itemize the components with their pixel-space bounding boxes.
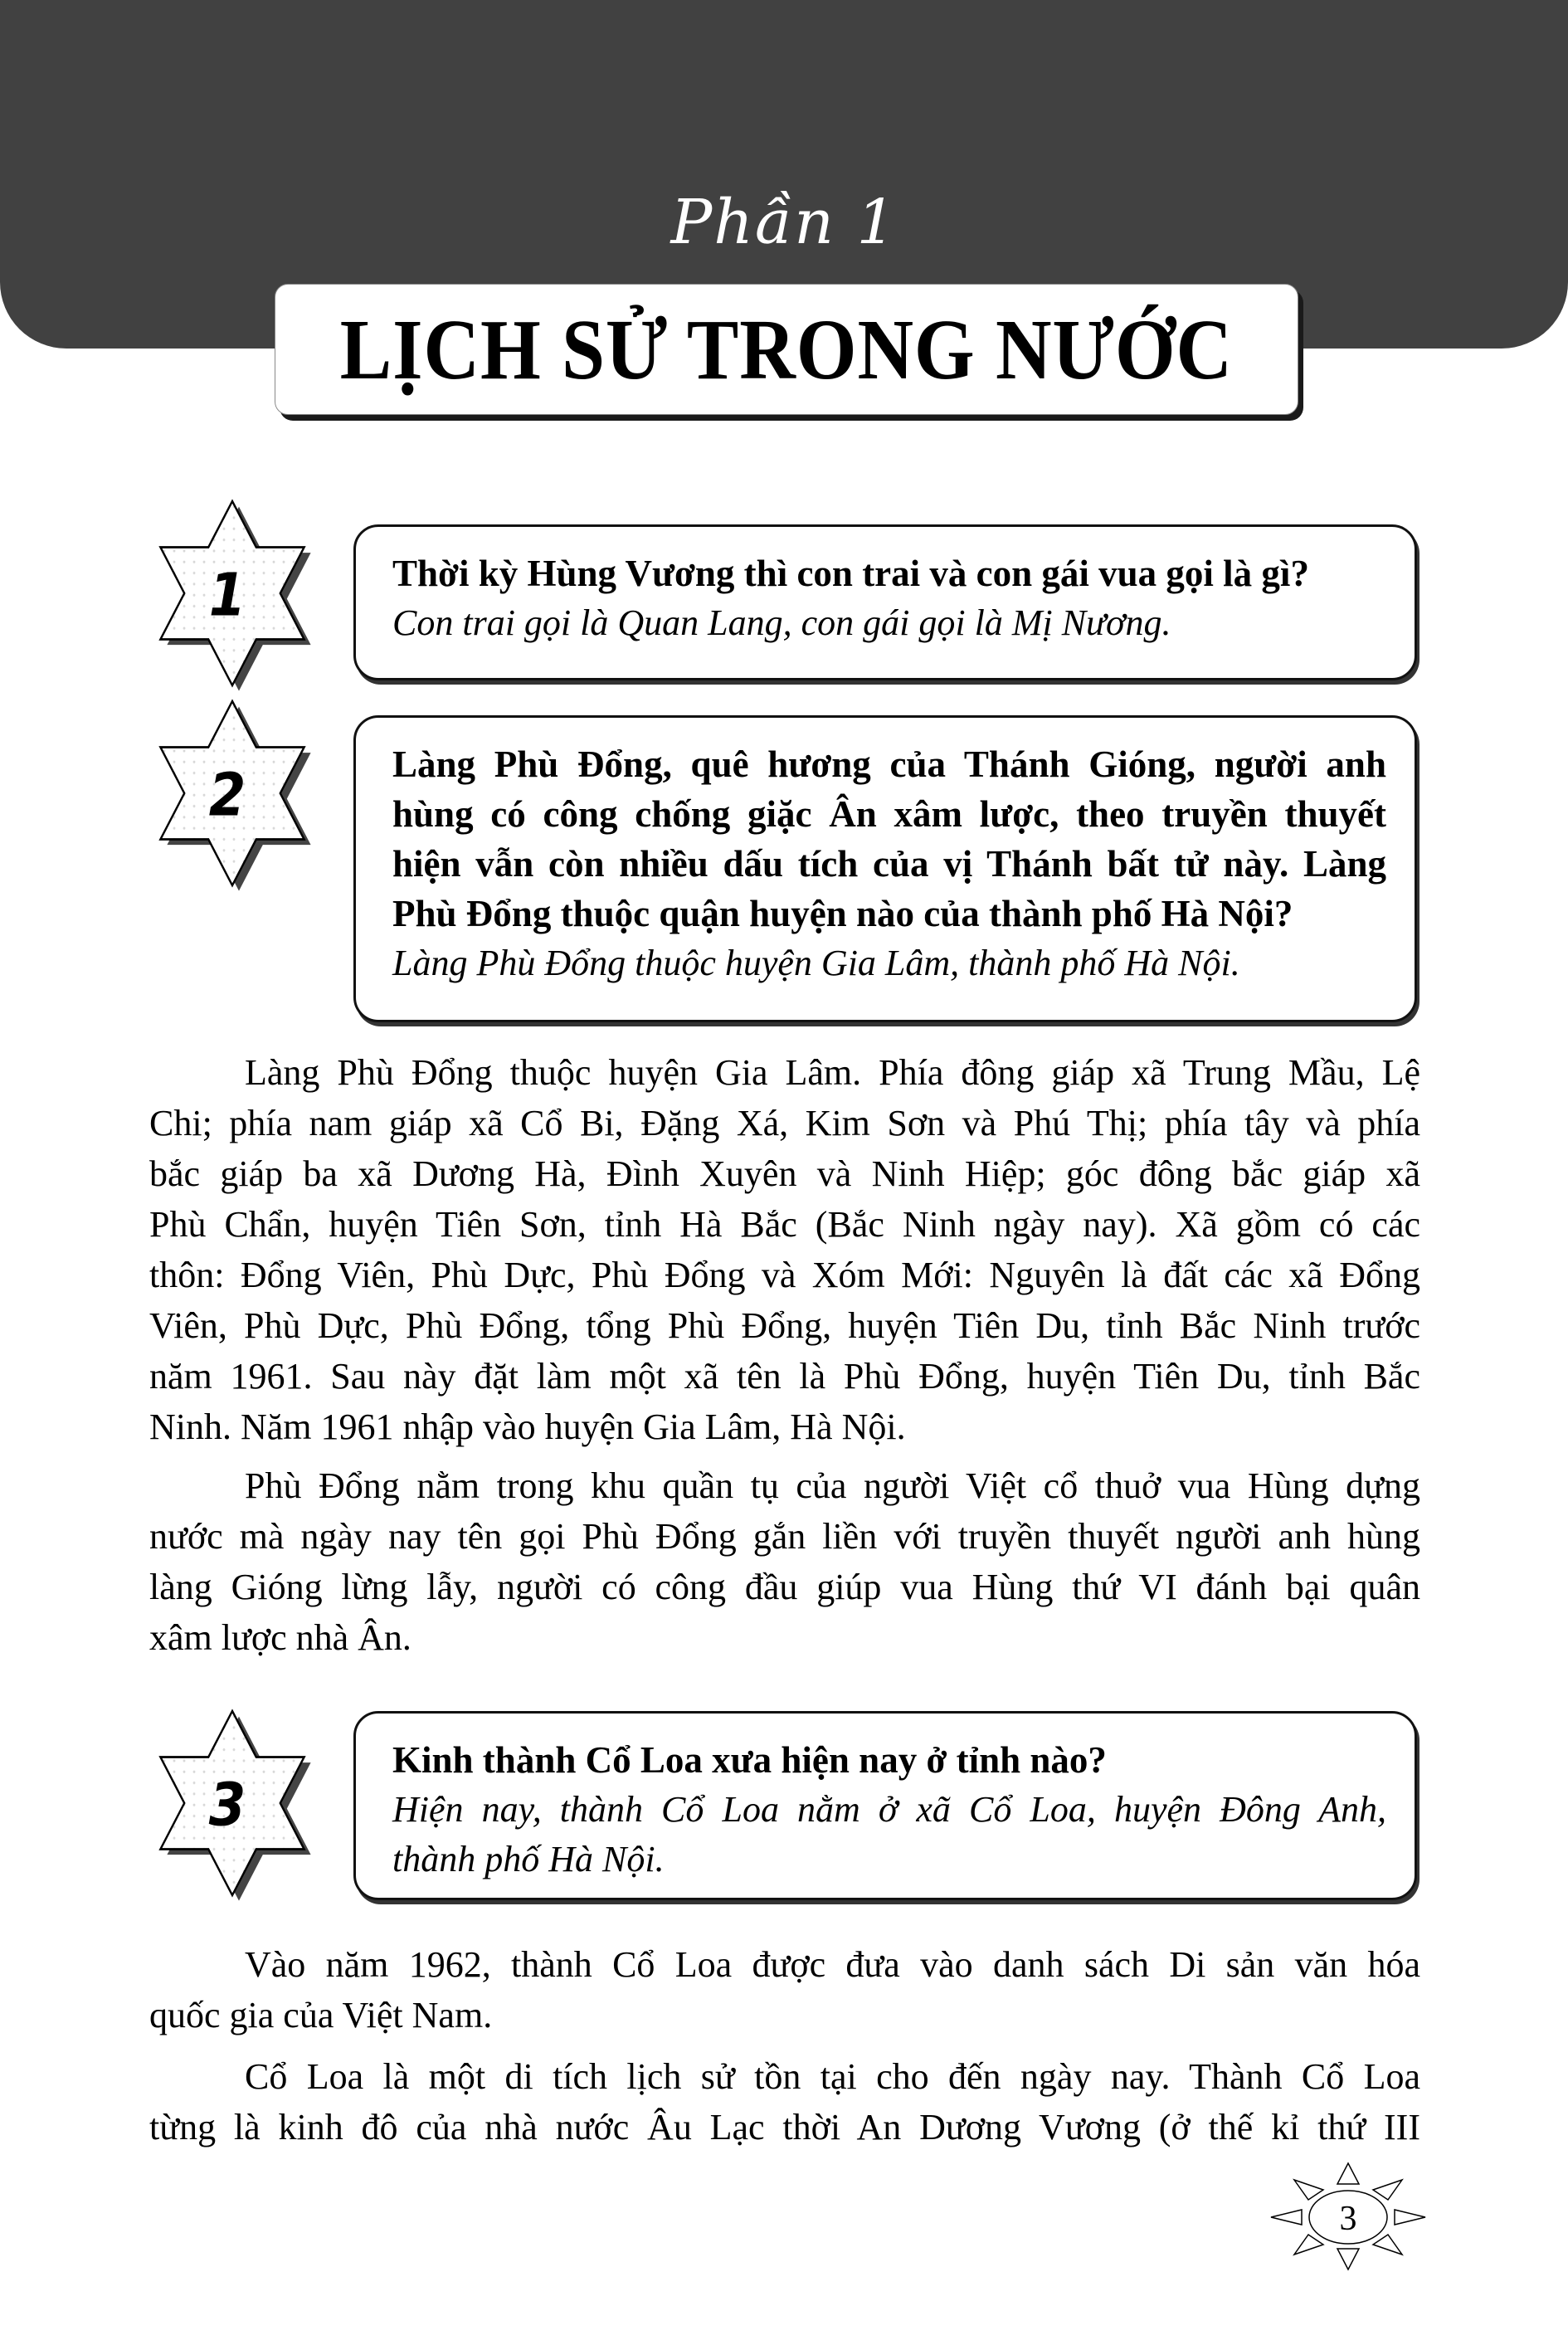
paragraph-line: Làng Phù Đổng thuộc huyện Gia Lâm. Phía đông giáp xã Trung Mầu, Lệ bbox=[245, 1052, 1420, 1093]
body-paragraph bbox=[149, 2051, 1420, 2152]
paragraph-line: từng là kinh đô của nhà nước Âu Lạc thời An Dương Vương (ở thế kỉ thứ III bbox=[149, 2107, 1420, 2147]
paragraph-line: Phù Đổng nằm trong khu quần tụ của người Việt cổ thuở vua Hùng dựng bbox=[245, 1465, 1420, 1506]
chapter-title: LỊCH SỬ TRONG NƯỚC bbox=[339, 301, 1234, 397]
paragraph-line: bắc giáp ba xã Dương Hà, Đình Xuyên và Ninh Hiệp; góc đông bắc giáp xã bbox=[149, 1153, 1420, 1194]
body-paragraph bbox=[149, 1939, 1420, 2040]
question-text: Làng Phù Đổng, quê hương của Thánh Gióng, người anh bbox=[392, 743, 1386, 785]
question-card bbox=[353, 715, 1417, 1022]
answer-text: Hiện nay, thành Cổ Loa nằm ở xã Cổ Loa, huyện Đông Anh, bbox=[392, 1789, 1386, 1830]
question-number-star-icon bbox=[149, 501, 315, 685]
paragraph-line: nước mà ngày nay tên gọi Phù Đổng gắn liền với truyền thuyết người anh hùng bbox=[149, 1516, 1420, 1557]
body-paragraph bbox=[149, 1047, 1420, 1452]
paragraph-line: xâm lược nhà Ân. bbox=[149, 1617, 411, 1658]
question-number: 1 bbox=[208, 560, 246, 630]
chapter-title-box bbox=[275, 284, 1298, 415]
answer-text: Con trai gọi là Quan Lang, con gái gọi là Mị Nương. bbox=[392, 602, 1171, 643]
question-text: Kinh thành Cổ Loa xưa hiện nay ở tỉnh nào? bbox=[392, 1739, 1107, 1781]
question-number-star-icon bbox=[149, 1711, 315, 1895]
question-card bbox=[353, 524, 1417, 680]
question-text: hiện vẫn còn nhiều dấu tích của vị Thánh bất tử này. Làng bbox=[392, 843, 1386, 885]
paragraph-line: làng Gióng lừng lẫy, người có công đầu giúp vua Hùng thứ VI đánh bại quân bbox=[149, 1567, 1420, 1607]
paragraph-line: năm 1961. Sau này đặt làm một xã tên là Phù Đổng, huyện Tiên Du, tỉnh Bắc bbox=[149, 1356, 1420, 1397]
paragraph-line: Ninh. Năm 1961 nhập vào huyện Gia Lâm, Hà Nội. bbox=[149, 1406, 906, 1447]
page-number: 3 bbox=[1339, 2200, 1357, 2238]
paragraph-line: Cổ Loa là một di tích lịch sử tồn tại cho đến ngày nay. Thành Cổ Loa bbox=[245, 2056, 1420, 2097]
question-number-star-icon bbox=[149, 701, 315, 885]
question-text: hùng có công chống giặc Ân xâm lược, theo truyền thuyết bbox=[392, 793, 1386, 835]
answer-text: Làng Phù Đổng thuộc huyện Gia Lâm, thành phố Hà Nội. bbox=[392, 943, 1240, 983]
question-text: Thời kỳ Hùng Vương thì con trai và con gái vua gọi là gì? bbox=[392, 553, 1309, 594]
question-card bbox=[353, 1711, 1417, 1900]
question-text: Phù Đổng thuộc quận huyện nào của thành phố Hà Nội? bbox=[392, 893, 1293, 934]
question-number: 2 bbox=[208, 760, 246, 830]
sun-icon bbox=[1265, 2155, 1431, 2271]
paragraph-line: quốc gia của Việt Nam. bbox=[149, 1995, 493, 2035]
question-number: 3 bbox=[208, 1770, 246, 1840]
paragraph-line: Chi; phía nam giáp xã Cổ Bi, Đặng Xá, Kim Sơn và Phú Thị; phía tây và phía bbox=[149, 1103, 1420, 1143]
paragraph-line: Viên, Phù Dực, Phù Đổng, tổng Phù Đổng, huyện Tiên Du, tỉnh Bắc Ninh trước bbox=[149, 1305, 1420, 1346]
body-paragraph bbox=[149, 1460, 1420, 1663]
paragraph-line: Vào năm 1962, thành Cổ Loa được đưa vào danh sách Di sản văn hóa bbox=[245, 1944, 1420, 1985]
page-number-badge bbox=[1265, 2155, 1431, 2271]
paragraph-line: thôn: Đổng Viên, Phù Dực, Phù Đổng và Xóm Mới: Nguyên là đất các xã Đổng bbox=[149, 1255, 1420, 1295]
paragraph-line: Phù Chẩn, huyện Tiên Sơn, tỉnh Hà Bắc (Bắc Ninh ngày nay). Xã gồm có các bbox=[149, 1204, 1420, 1245]
answer-text: thành phố Hà Nội. bbox=[392, 1839, 665, 1879]
part-label: Phần 1 bbox=[670, 187, 898, 258]
